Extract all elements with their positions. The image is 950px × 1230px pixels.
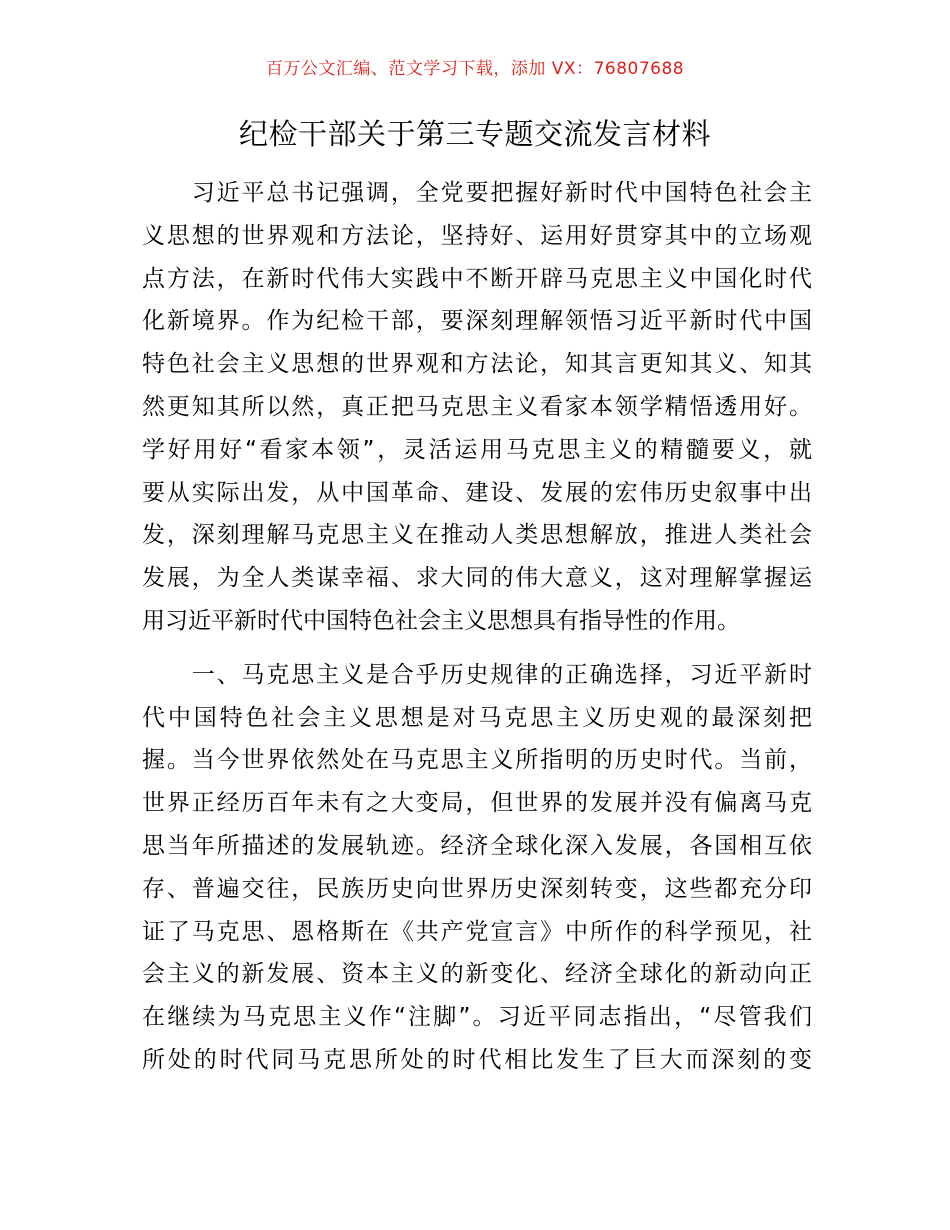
- text-line: 代中国特色社会主义思想是对马克思主义历史观的最深刻把: [142, 704, 812, 731]
- text-line: 一、马克思主义是合乎历史规律的正确选择，习近平新时: [142, 661, 812, 688]
- text-line: 在继续为马克思主义作“注脚”。习近平同志指出，“尽管我们: [142, 1004, 812, 1031]
- text-line: 思当年所描述的发展轨迹。经济全球化深入发展，各国相互依: [142, 832, 812, 859]
- text-line: 证了马克思、恩格斯在《共产党宣言》中所作的科学预见，社: [142, 918, 812, 945]
- text-line: 握。当今世界依然处在马克思主义所指明的历史时代。当前，: [142, 747, 812, 774]
- text-line: 特色社会主义思想的世界观和方法论，知其言更知其义、知其: [142, 351, 812, 378]
- text-line: 习近平总书记强调，全党要把握好新时代中国特色社会主: [142, 180, 812, 206]
- text-line: 学好用好“看家本领”，灵活运用马克思主义的精髓要义，就: [142, 436, 812, 463]
- text-line: 然更知其所以然，真正把马克思主义看家本领学精悟透用好。: [142, 393, 812, 420]
- text-line: 用习近平新时代中国特色社会主义思想具有指导性的作用。: [142, 607, 740, 634]
- text-line: 点方法，在新时代伟大实践中不断开辟马克思主义中国化时代: [142, 265, 812, 292]
- header-watermark-note: 百万公文汇编、范文学习下载，添加 VX：76807688: [265, 59, 685, 79]
- text-line: 化新境界。作为纪检干部，要深刻理解领悟习近平新时代中国: [142, 308, 812, 335]
- text-line: 义思想的世界观和方法论，坚持好、运用好贯穿其中的立场观: [142, 222, 812, 249]
- document-body: [142, 172, 812, 1082]
- text-line: 发，深刻理解马克思主义在推动人类思想解放，推进人类社会: [142, 522, 812, 549]
- text-line: 会主义的新发展、资本主义的新变化、经济全球化的新动向正: [142, 961, 812, 988]
- text-line: 要从实际出发，从中国革命、建设、发展的宏伟历史叙事中出: [142, 479, 812, 506]
- text-line: 所处的时代同马克思所处的时代相比发生了巨大而深刻的变: [142, 1046, 812, 1073]
- document-title: 纪检干部关于第三专题交流发言材料: [238, 117, 711, 151]
- paragraph-intro: [142, 172, 812, 643]
- text-line: 发展，为全人类谋幸福、求大同的伟大意义，这对理解掌握运: [142, 565, 812, 592]
- text-line: 存、普遍交往，民族历史向世界历史深刻转变，这些都充分印: [142, 875, 812, 902]
- paragraph-section-one: [142, 654, 812, 1082]
- text-line: 世界正经历百年未有之大变局，但世界的发展并没有偏离马克: [142, 790, 812, 817]
